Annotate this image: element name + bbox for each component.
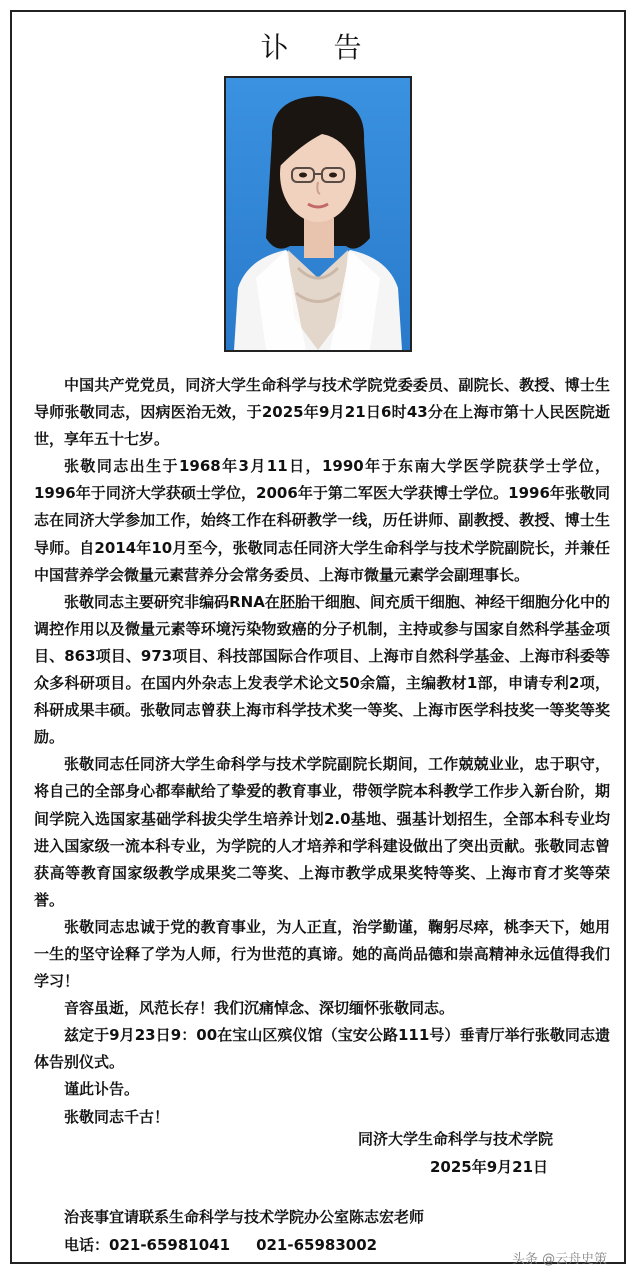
phone-label: 电话： xyxy=(64,1236,110,1254)
contact-line: 治丧事宜请联系生命科学与技术学院办公室陈志宏老师 xyxy=(64,1208,425,1226)
paragraph-tribute: 张敬同志忠诚于党的教育事业，为人正直，治学勤谨，鞠躬尽瘁，桃李天下，她用一生的坚守诠释了学为人师，行为世范的真谛。她的高尚品德和崇高精神永远值得我们学习！ xyxy=(34,917,610,991)
phone-number-1: 021-65981041 xyxy=(109,1236,231,1254)
paragraph-service: 张敬同志任同济大学生命科学与技术学院副院长期间，工作兢兢业业，忠于职守，将自己的全部身心都奉献给了挚爱的教育事业，带领学院本科教学工作步入新台阶，期间学院入选国家基础学科拔尖学生培养计划2.0基地、强基计划招生，全部本科专业均进入国家级一流本科专业，为学院的人才培养和学科建设做出了突出贡献。张敬同志曾获高等教育国家级教学成果奖二等奖、上海市教学成果奖特等奖、上海市育才奖等荣誉。 xyxy=(34,755,610,909)
page-title: 讣 告 xyxy=(260,31,380,64)
portrait-illustration xyxy=(226,78,410,350)
portrait-photo xyxy=(224,76,412,352)
paragraph-closing: 谨此讣告。 xyxy=(64,1080,140,1099)
contact-phones xyxy=(64,1234,377,1255)
paragraph-research: 张敬同志主要研究非编码RNA在胚胎干细胞、间充质干细胞、神经干细胞分化中的调控作用以及微量元素等环境污染物致癌的分子机制，主持或参与国家自然科学基金项目、863项目、973项目、科技部国际合作项目、上海市自然科学基金、上海市科委等众多科研项目。在国内外杂志上发表学术论文50余篇，主编教材1部，申请专利2项，科研成果丰硕。张敬同志曾获上海市科学技术奖一等奖、上海市医学科技奖一等奖等奖励。 xyxy=(34,592,610,747)
paragraph-farewell: 张敬同志千古！ xyxy=(64,1107,170,1126)
paragraph-ceremony: 兹定于9月23日9：00在宝山区殡仪馆（宝安公路111号）垂青厅举行张敬同志遗体告别仪式。 xyxy=(34,1026,610,1072)
obituary-body xyxy=(34,372,610,1131)
source-watermark: 头条 @云舟史策 xyxy=(512,1252,608,1267)
paragraph-mourning: 音容虽逝，风范长存！我们沉痛悼念、深切缅怀张敬同志。 xyxy=(64,999,455,1018)
paragraph-announcement: 中国共产党党员，同济大学生命科学与技术学院党委委员、副院长、教授、博士生导师张敬同志，因病医治无效，于2025年9月21日6时43分在上海市第十人民医院逝世，享年五十七岁。 xyxy=(34,376,610,449)
phone-number-2: 021-65983002 xyxy=(256,1236,378,1254)
paragraph-biography: 张敬同志出生于1968年3月11日，1990年于东南大学医学院获学士学位，1996年于同济大学获硕士学位，2006年于第二军医大学获博士学位。1996年张敬同志在同济大学参加工作，始终工作在科研教学一线，历任讲师、副教授、教授、博士生导师。自2014年10月至今，张敬同志任同济大学生命科学与技术学院副院长，并兼任中国营养学会微量元素营养分会常务委员、上海市微量元素学会副理事长。 xyxy=(34,457,610,584)
